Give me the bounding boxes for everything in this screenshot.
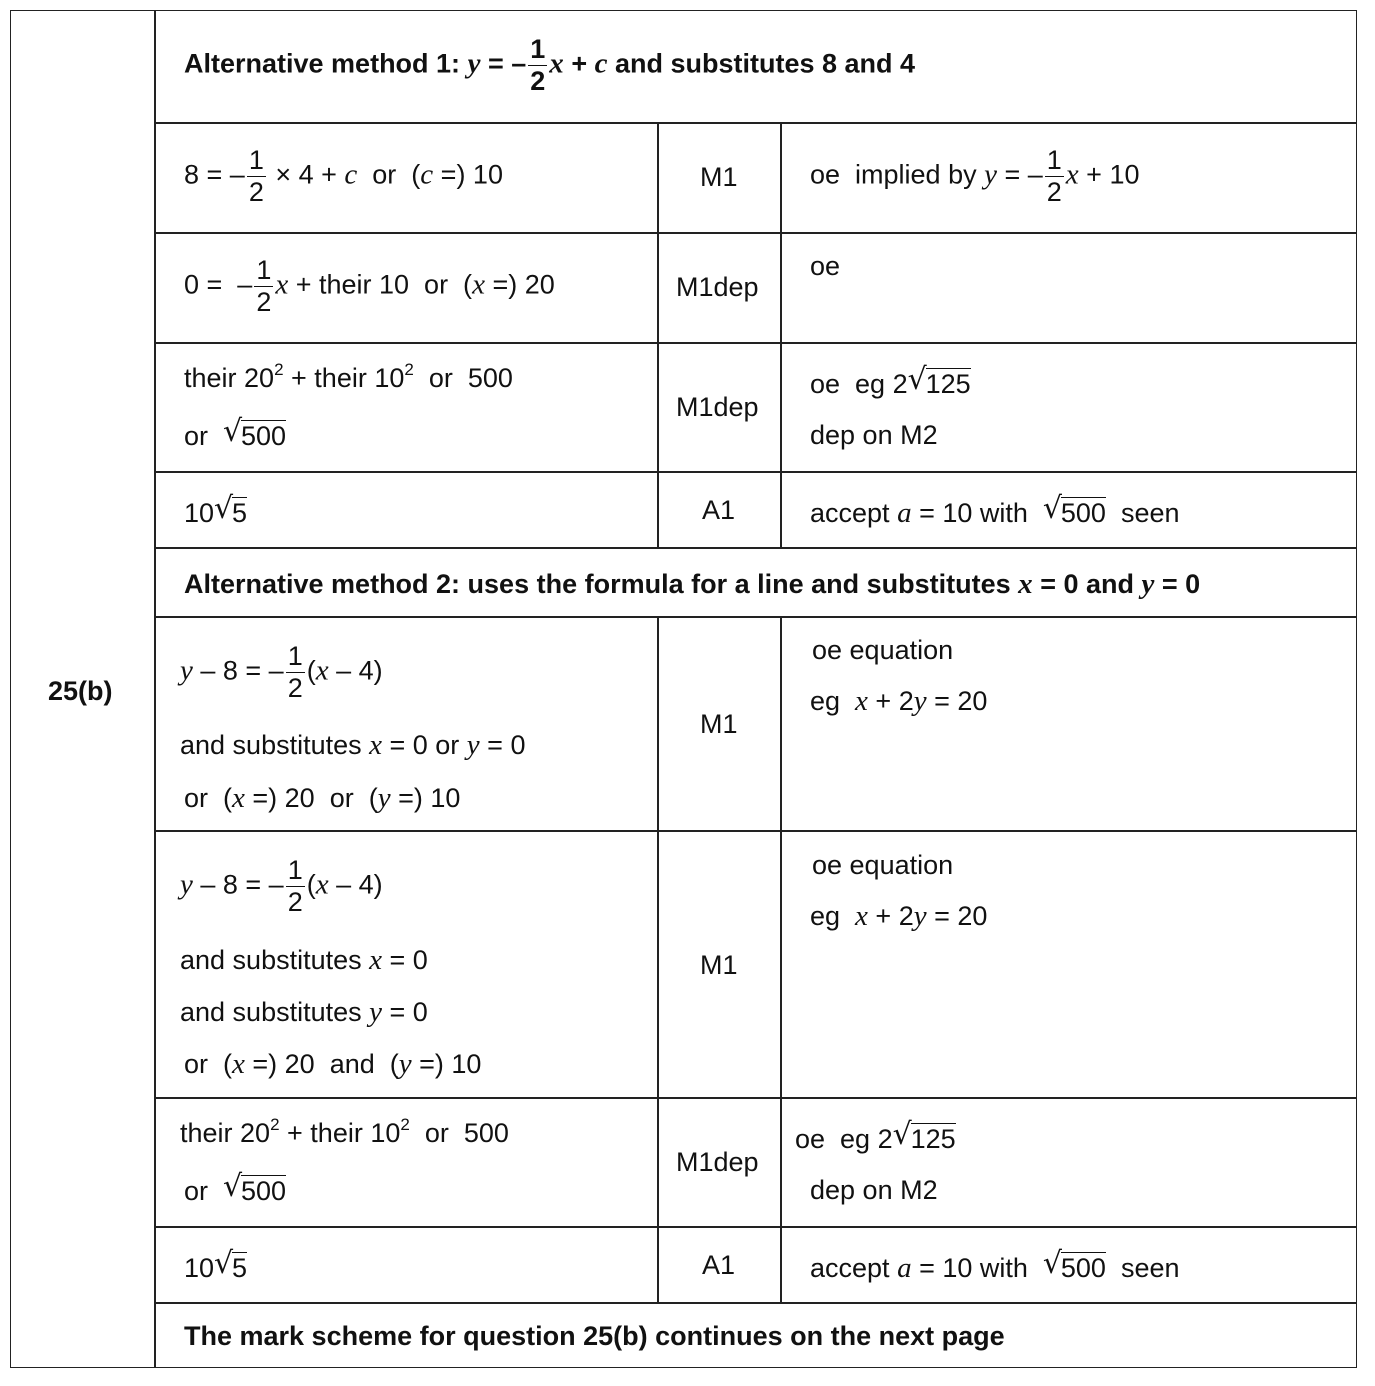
alt2-row4-comment: accept a = 10 with √ 500 seen bbox=[810, 1246, 1180, 1284]
row-divider bbox=[154, 471, 1357, 473]
row-divider bbox=[154, 342, 1357, 344]
row-divider bbox=[154, 232, 1357, 234]
alt1-row3-comment-line1: oe eg 2 √ 125 bbox=[810, 362, 971, 399]
alt1-row3-working-line2: or √ 500 bbox=[184, 414, 287, 451]
alt2-row2-mark: M1 bbox=[700, 950, 738, 980]
alt1-row3-mark: M1dep bbox=[676, 392, 759, 422]
alt1-row1-comment: oe implied by y = – $\frac{1}{2}$ x + 10 bbox=[810, 145, 1140, 207]
alt2-row2-working-line3: and substitutes y = 0 bbox=[180, 996, 428, 1028]
alt1-row4-working: 10 √ 5 bbox=[184, 491, 248, 528]
alt1-row2-comment: oe bbox=[810, 251, 841, 281]
alt2-row2-working-line1: y – 8 = – $\frac{1}{2}$ (x – 4) bbox=[180, 855, 383, 917]
alt2-row1-working-line2: and substitutes x = 0 or y = 0 bbox=[180, 729, 526, 761]
row-divider bbox=[154, 1302, 1357, 1304]
alt2-row1-working-line1: y – 8 = – $\frac{1}{2}$ (x – 4) bbox=[180, 641, 383, 703]
alt1-row1-working: 8 = – $\frac{1}{2}$ × 4 + c or (c =) 10 bbox=[184, 145, 503, 207]
alt2-row2-comment-line1: oe equation bbox=[812, 850, 954, 880]
alt1-row2-working: 0 = – $\frac{1}{2}$ x + their 10 or (x =) 20 bbox=[184, 255, 555, 317]
var-y: y bbox=[467, 47, 481, 80]
column-divider-question bbox=[154, 10, 156, 1368]
row-divider bbox=[154, 616, 1357, 618]
alt-method-2-heading: Alternative method 2: uses the formula for a line and substitutes x = 0 and y = 0 bbox=[184, 568, 1201, 600]
alt2-row4-mark: A1 bbox=[702, 1250, 736, 1280]
alt1-row3-comment-line2: dep on M2 bbox=[810, 420, 938, 450]
alt1-row4-mark: A1 bbox=[702, 495, 736, 525]
alt1-row2-mark: M1dep bbox=[676, 272, 759, 302]
alt2-row1-comment-line1: oe equation bbox=[812, 635, 954, 665]
var-x: x bbox=[549, 47, 564, 80]
alt2-row2-working-line4: or (x =) 20 and (y =) 10 bbox=[184, 1048, 482, 1080]
alt1-row4-comment: accept a = 10 with √ 500 seen bbox=[810, 491, 1180, 529]
row-divider bbox=[154, 1097, 1357, 1099]
row-divider bbox=[154, 547, 1357, 549]
alt-method-1-heading bbox=[184, 36, 915, 95]
heading-eq: = – bbox=[487, 48, 527, 79]
column-divider-mark-left-2 bbox=[657, 616, 659, 1302]
row-divider bbox=[154, 122, 1357, 124]
fraction-half: $\frac{1}{2}$ bbox=[530, 34, 546, 96]
row-divider bbox=[154, 830, 1357, 832]
alt2-row1-mark: M1 bbox=[700, 709, 738, 739]
column-divider-mark-left bbox=[657, 122, 659, 547]
heading-plus: + bbox=[571, 48, 588, 79]
alt2-row3-working-line2: or √ 500 bbox=[184, 1169, 287, 1206]
alt2-row3-comment-line2: dep on M2 bbox=[810, 1175, 938, 1205]
alt2-row1-comment-line2: eg x + 2y = 20 bbox=[810, 685, 988, 717]
alt2-row2-comment-line2: eg x + 2y = 20 bbox=[810, 900, 988, 932]
var-c: c bbox=[594, 47, 608, 80]
alt2-row3-comment-line1: oe eg 2 √ 125 bbox=[795, 1117, 956, 1154]
alt2-row1-working-line3: or (x =) 20 or (y =) 10 bbox=[184, 782, 461, 814]
heading-prefix: Alternative method 1: bbox=[184, 48, 461, 79]
alt1-row3-working-line1: their $20^2$ + their $10^2$ or 500 bbox=[184, 360, 513, 393]
alt2-row3-working-line1: their $20^2$ + their $10^2$ or 500 bbox=[180, 1115, 509, 1148]
question-number: 25(b) bbox=[48, 676, 113, 706]
continuation-note: The mark scheme for question 25(b) continues on the next page bbox=[184, 1321, 1005, 1351]
row-divider bbox=[154, 1226, 1357, 1228]
column-divider-mark-right-2 bbox=[780, 616, 782, 1302]
alt2-row2-working-line2: and substitutes x = 0 bbox=[180, 944, 428, 976]
alt2-row4-working: 10 √ 5 bbox=[184, 1246, 248, 1283]
heading-suffix: and substitutes 8 and 4 bbox=[615, 48, 916, 79]
alt1-row1-mark: M1 bbox=[700, 162, 738, 192]
column-divider-mark-right bbox=[780, 122, 782, 547]
alt2-row3-mark: M1dep bbox=[676, 1147, 759, 1177]
